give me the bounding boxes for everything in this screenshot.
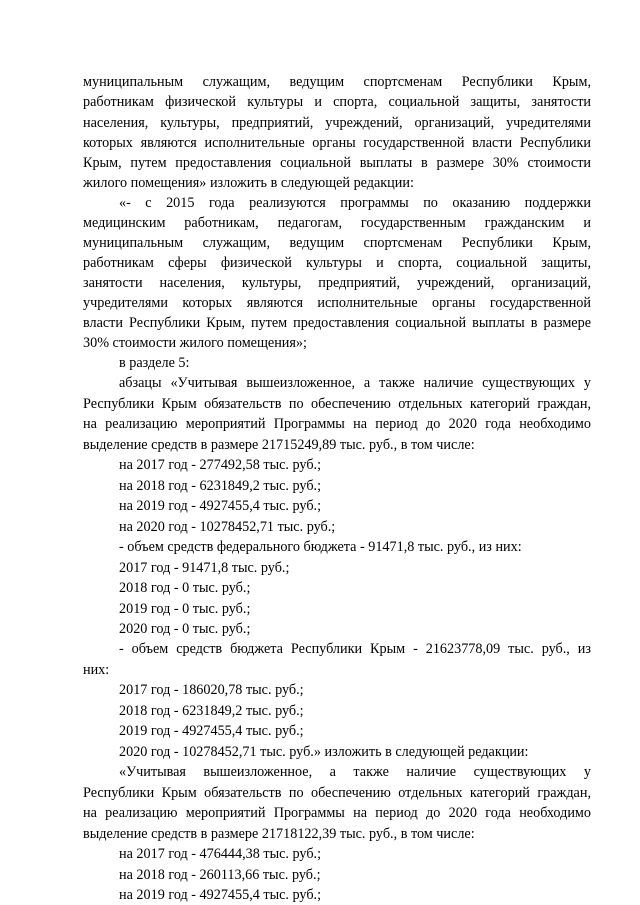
text-line: жилого помещения» изложить в следующей редакции:: [83, 175, 414, 191]
text-line: на 2018 год - 260113,66 тыс. руб.;: [119, 867, 321, 883]
text-line: Республики Крым обязательств по обеспечению отдельных категорий граждан,: [83, 396, 591, 412]
text-line: на 2018 год - 6231849,2 тыс. руб.;: [119, 478, 322, 494]
text-line: работникам физической культуры и спорта, социальной защиты, занятости: [83, 94, 591, 110]
text-line: Крым, путем предоставления социальной выплаты в размере 30% стоимости: [83, 155, 591, 171]
text-line: выделение средств в размере 21718122,39 тыс. руб., в том числе:: [83, 826, 475, 842]
text-line: на реализацию мероприятий Программы на период до 2020 года необходимо: [83, 416, 591, 432]
text-line: учредителями которых являются исполнительные органы государственной: [83, 295, 591, 311]
text-line: 2020 год - 0 тыс. руб.;: [119, 621, 251, 637]
text-line: - объем средств федерального бюджета - 91471,8 тыс. руб., из них:: [119, 539, 522, 555]
text-line: работникам сферы физической культуры и спорта, социальной защиты,: [83, 255, 591, 271]
text-line: «Учитывая вышеизложенное, а также наличие существующих у: [119, 764, 591, 780]
text-line: на 2019 год - 4927455,4 тыс. руб.;: [119, 498, 322, 514]
text-line: на 2017 год - 476444,38 тыс. руб.;: [119, 846, 322, 862]
text-line: муниципальным служащим, ведущим спортсменам Республики Крым,: [83, 235, 591, 251]
text-line: власти Республики Крым, путем предоставления социальной выплаты в размере: [83, 315, 591, 331]
text-line: в разделе 5:: [119, 355, 190, 371]
text-line: на 2017 год - 277492,58 тыс. руб.;: [119, 457, 322, 473]
text-line: абзацы «Учитывая вышеизложенное, а также наличие существующих у: [119, 375, 591, 391]
text-line: 2017 год - 91471,8 тыс. руб.;: [119, 560, 290, 576]
text-line: на 2020 год - 10278452,71 тыс. руб.;: [119, 519, 336, 535]
text-line: занятости населения, культуры, предприятий, учреждений, организаций,: [83, 275, 591, 291]
text-line: 2018 год - 6231849,2 тыс. руб.;: [119, 703, 304, 719]
text-line: них:: [83, 662, 110, 678]
text-line: 30% стоимости жилого помещения»;: [83, 335, 307, 351]
text-line: 2019 год - 0 тыс. руб.;: [119, 601, 251, 617]
text-line: которых являются исполнительные органы государственной власти Республики: [83, 135, 591, 151]
text-line: Республики Крым обязательств по обеспечению отдельных категорий граждан,: [83, 785, 591, 801]
text-line: 2018 год - 0 тыс. руб.;: [119, 580, 251, 596]
text-line: на реализацию мероприятий Программы на период до 2020 года необходимо: [83, 805, 591, 821]
text-line: выделение средств в размере 21715249,89 тыс. руб., в том числе:: [83, 437, 475, 453]
text-line: на 2019 год - 4927455,4 тыс. руб.;: [119, 887, 322, 903]
text-line: 2020 год - 10278452,71 тыс. руб.» изложить в следующей редакции:: [119, 744, 529, 760]
text-line: 2019 год - 4927455,4 тыс. руб.;: [119, 723, 304, 739]
text-line: 2017 год - 186020,78 тыс. руб.;: [119, 682, 304, 698]
text-line: населения, культуры, предприятий, учреждений, организаций, учредителями: [83, 115, 591, 131]
text-line: «- с 2015 года реализуются программы по оказанию поддержки: [119, 195, 591, 211]
text-line: медицинским работникам, педагогам, государственным гражданским и: [83, 215, 591, 231]
text-line: муниципальным служащим, ведущим спортсменам Республики Крым,: [83, 74, 591, 90]
text-line: - объем средств бюджета Республики Крым - 21623778,09 тыс. руб., из: [119, 641, 591, 657]
